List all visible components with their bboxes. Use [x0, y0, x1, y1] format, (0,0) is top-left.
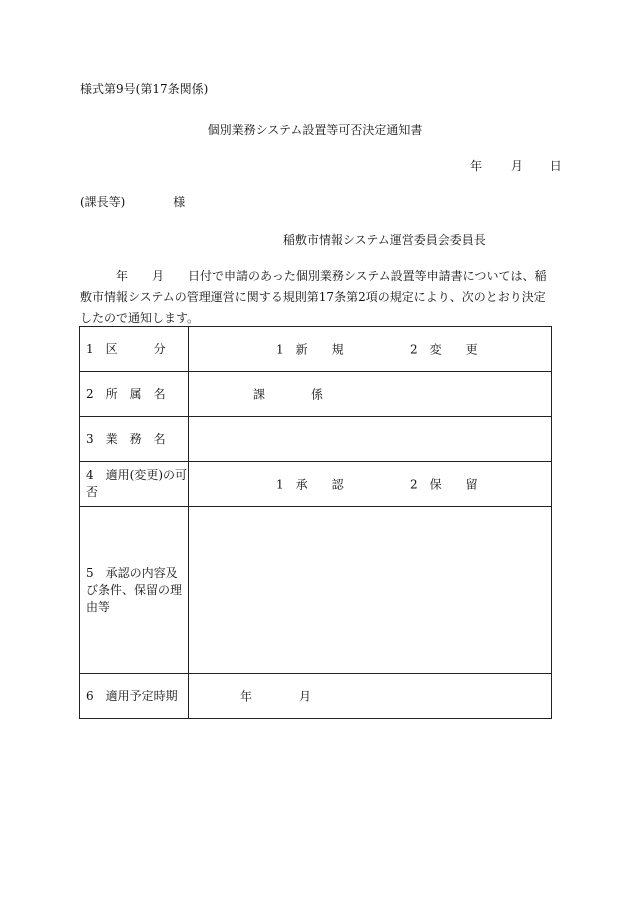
- issuer: 稲敷市情報システム運営委員会委員長: [283, 233, 486, 247]
- date-month: 月: [510, 159, 523, 173]
- row-label: 1 区 分: [80, 327, 189, 372]
- row-label: 4 適用(変更)の可否: [80, 462, 189, 507]
- row-value: [189, 674, 552, 719]
- department-suffix: 課: [253, 387, 266, 402]
- date-day: 日: [549, 159, 562, 173]
- table-row: [80, 507, 552, 674]
- option-change: 2 変 更: [410, 342, 478, 357]
- date-line: [470, 157, 562, 174]
- option-hold: 2 保 留: [410, 477, 478, 492]
- addressee: [80, 193, 185, 210]
- row-label: 5 承認の内容及び条件、保留の理由等: [80, 507, 189, 674]
- body-paragraph: 年 月 日付で申請のあった個別業務システム設置等申請書については、稲敷市情報システムの管理運営に関する規則第17条第2項の規定により、次のとおり決定したので通知します。: [80, 269, 547, 325]
- option-new: 1 新 規: [276, 342, 344, 357]
- row-value: [189, 327, 552, 372]
- row-label: 6 適用予定時期: [80, 674, 189, 719]
- option-approve: 1 承 認: [276, 477, 344, 492]
- date-year: 年: [470, 159, 483, 173]
- addressee-honorific: 様: [173, 195, 186, 209]
- table-row: [80, 327, 552, 372]
- row-value: [189, 462, 552, 507]
- decision-table: [79, 326, 552, 719]
- addressee-name: (課長等): [80, 195, 126, 209]
- row-value: [189, 372, 552, 417]
- row-label: 2 所 属 名: [80, 372, 189, 417]
- document-title: 個別業務システム設置等可否決定通知書: [207, 123, 423, 137]
- table-row: [80, 462, 552, 507]
- row-value: [189, 417, 552, 462]
- body-text: [80, 266, 552, 329]
- table-row: [80, 674, 552, 719]
- section-suffix: 係: [311, 387, 324, 402]
- start-year: 年: [240, 689, 253, 704]
- row-value: [189, 507, 552, 674]
- form-number: 様式第9号(第17条関係): [80, 82, 209, 96]
- start-month: 月: [299, 689, 312, 704]
- table-row: [80, 372, 552, 417]
- table-row: [80, 417, 552, 462]
- row-label: 3 業 務 名: [80, 417, 189, 462]
